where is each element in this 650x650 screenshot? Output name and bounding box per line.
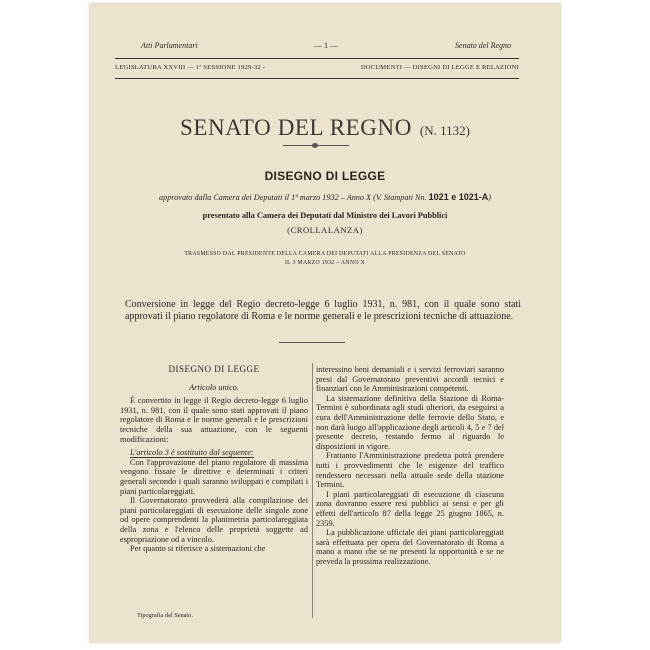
approval-text: approvato dalla Camera dei Deputati il 1º marzo 1932 – Anno X (V. Stampati Nn. bbox=[159, 193, 427, 202]
approval-numbers: 1021 e 1021-A bbox=[428, 192, 489, 202]
paragraph: Il Governatorato provvederà alla compilazione dei piani particolareggiati di esecuzione delle singole zone od opere comprendenti la planimetria particolareggiata della zona e l'elenco delle proprietà soggette ad espropriazione od a vincolo. bbox=[120, 496, 308, 544]
page-number: — 1 — bbox=[314, 41, 338, 50]
left-column bbox=[120, 365, 308, 554]
column-heading: DISEGNO DI LEGGE bbox=[168, 364, 260, 374]
paragraph: Per quanto si riferisce a sistemazioni che bbox=[130, 544, 266, 554]
amendment-intro bbox=[120, 448, 308, 458]
approval-close: ) bbox=[488, 193, 491, 202]
transmission-line-1: TRASMESSO DAL PRESIDENTE DELLA CAMERA DEI DEPUTATI ALLA PRESIDENZA DEL SENATO bbox=[184, 251, 466, 257]
header-rule bbox=[115, 58, 519, 59]
paragraph: interessino beni demaniali e i servizi ferroviari saranno presi dal Governatorato preventivi accordi tecnici e finanziari con le Amministrazioni competenti. bbox=[316, 365, 504, 394]
presented-line: presentato alla Camera dei Deputati dal Ministro dei Lavori Pubblici bbox=[202, 211, 448, 220]
paragraph: Frattanto l'Amministrazione predetta potrà prendere tutti i provvedimenti che le esigenze del traffico rendessero necessari nella attuale sede della stazione Termini. bbox=[316, 451, 504, 490]
page-title bbox=[89, 115, 561, 141]
legislature-line bbox=[115, 64, 519, 71]
column-separator bbox=[312, 363, 313, 618]
paragraph: Con l'approvazione del piano regolatore di massima vengono fissate le direttive e determinati i criteri generali secondo i quali saranno sviluppati e compilati i piani particolareggiati. bbox=[120, 457, 308, 496]
bill-heading: DISEGNO DI LEGGE bbox=[264, 169, 386, 183]
document-number: (N. 1132) bbox=[419, 123, 470, 138]
legislature-left: LEGISLATURA XXVIII — 1ª SESSIONE 1929-32 - bbox=[115, 64, 266, 71]
running-head-left: Atti Parlamentari bbox=[141, 41, 198, 50]
title-text: SENATO DEL REGNO bbox=[179, 115, 412, 140]
paragraph: La sistemazione definitiva della Stazione di Roma-Termini è subordinata agli studi ulteriori, da eseguirsi a cura dell'Amministrazione delle ferrovie dello Stato, e non darà luogo all'applicazione degli articoli 4, 5 e 7 del presente decreto, restando fermo al riguardo le disposizioni in vigore. bbox=[316, 393, 504, 451]
paragraph: La pubblicazione ufficiale dei piani particolareggiati sarà effettuata per opera del Governatorato di Roma a mano a mano che se ne presenti la opportunità e se ne preveda la prossima realizzazione. bbox=[316, 528, 504, 566]
approval-line bbox=[89, 192, 561, 202]
ornament-divider bbox=[283, 145, 349, 146]
paragraph: È convertito in legge il Regio decreto-legge 6 luglio 1931, n. 981, con il quale sono stati approvati il piano regolatore di Roma e le norme generali e le prescrizioni tecniche della sua attuazione, con le seguenti modificazioni: bbox=[120, 396, 308, 444]
paragraph: I piani particolareggiati di esecuzione di ciascuna zona dovranno essere resi pubblici ai sensi e per gli effetti dell'articolo 87 della legge 25 giugno 1865, n. 2359. bbox=[316, 489, 504, 528]
legislature-rule bbox=[115, 78, 519, 79]
minister-name: (CROLLALANZA) bbox=[287, 225, 363, 235]
bill-subject: Conversione in legge del Regio decreto-legge 6 luglio 1931, n. 981, con il quale sono stati approvati il piano regolatore di Roma e le norme generali e le prescrizioni tecniche di attuazione. bbox=[125, 299, 521, 322]
printer-footer: Tipografia del Senato. bbox=[137, 612, 193, 619]
right-column bbox=[316, 365, 504, 566]
running-head-right: Senato del Regno bbox=[455, 41, 511, 50]
transmission-note bbox=[89, 250, 561, 268]
article-heading: Articolo unico. bbox=[189, 382, 239, 392]
document-page bbox=[89, 3, 561, 643]
legislature-right: DOCUMENTI — DISEGNI DI LEGGE E RELAZIONI bbox=[360, 64, 519, 71]
transmission-line-2: IL 3 MARZO 1932 – ANNO X bbox=[284, 260, 366, 266]
subject-divider bbox=[279, 342, 345, 343]
amendment-intro-text: L'articolo 3 è sostituito dal seguente: bbox=[130, 448, 254, 458]
running-head bbox=[141, 41, 511, 53]
